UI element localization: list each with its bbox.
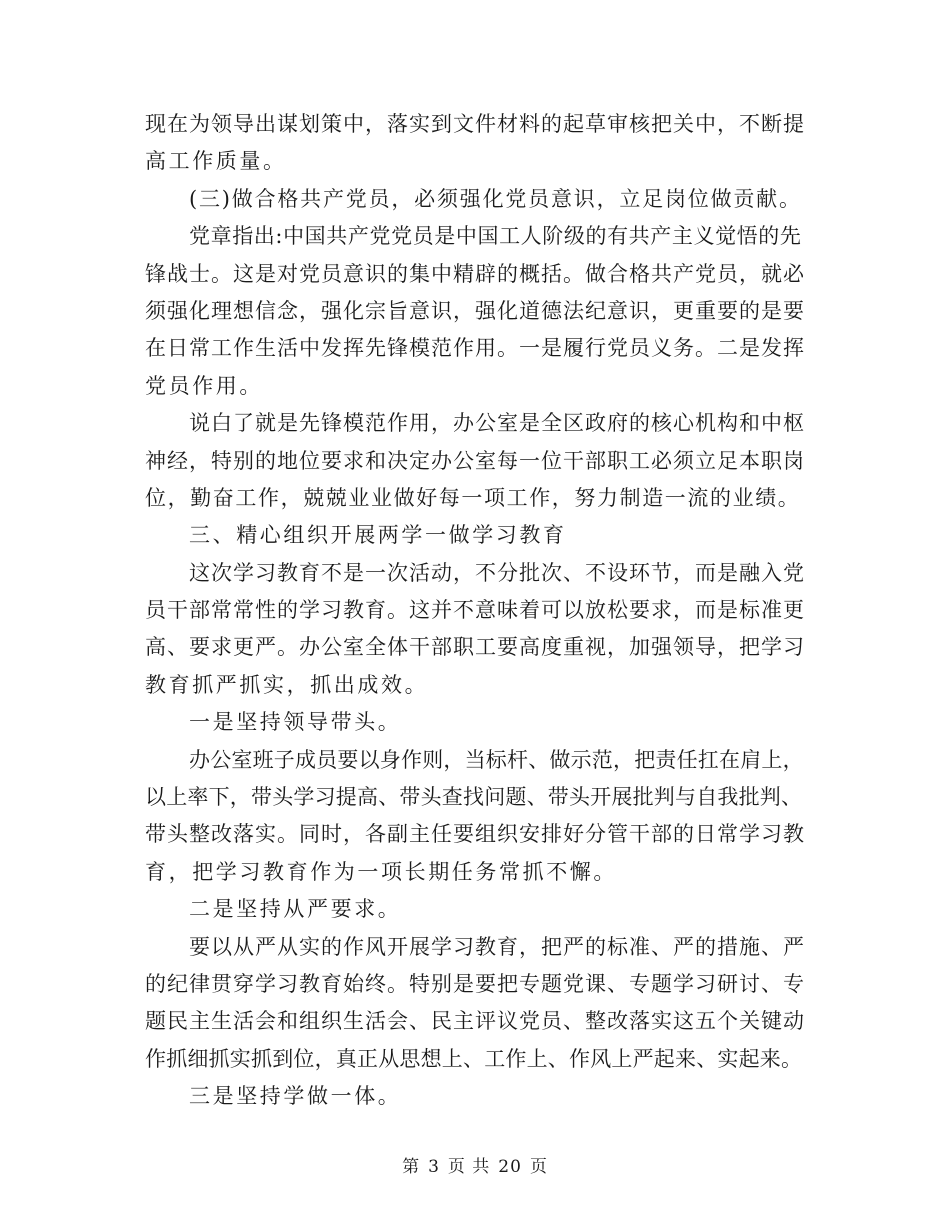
text-line: 作抓细抓实抓到位，真正从思想上、工作上、作风上严起来、实起来。 (145, 1046, 803, 1071)
text-line: 办公室班子成员要以身作则，当标杆、做示范，把责任扛在肩上， (189, 747, 804, 772)
text-line: 带头整改落实。同时，各副主任要组织安排好分管干部的日常学习教 (145, 822, 805, 847)
text-line: 神经，特别的地位要求和决定办公室每一位干部职工必须立足本职岗 (145, 448, 805, 473)
text-line: 以上率下，带头学习提高、带头查找问题、带头开展批判与自我批判、 (145, 785, 803, 810)
text-line: 题民主生活会和组织生活会、民主评议党员、整改落实这五个关键动 (145, 1009, 805, 1034)
text-line: 党员作用。 (145, 373, 263, 398)
document-body (145, 106, 805, 1116)
text-line: 的纪律贯穿学习教育始终。特别是要把专题党课、专题学习研讨、专 (145, 971, 805, 996)
text-line: 三是坚持学做一体。 (189, 1084, 402, 1109)
footer-current-page: 3 (428, 1157, 440, 1177)
text-line: 位，勤奋工作，兢兢业业做好每一项工作，努力制造一流的业绩。 (145, 485, 801, 510)
text-line: 说白了就是先锋模范作用，办公室是全区政府的核心机构和中枢 (189, 411, 805, 436)
text-line: 在日常工作生活中发挥先锋模范作用。一是履行党员义务。二是发挥 (145, 336, 805, 361)
footer-total-pages: 20 (498, 1157, 522, 1177)
text-line: 三、精心组织开展两学一做学习教育 (189, 523, 567, 548)
page-footer (0, 1152, 950, 1177)
text-line: 现在为领导出谋划策中，落实到文件材料的起草审核把关中，不断提 (145, 112, 805, 136)
text-line: 这次学习教育不是一次活动，不分批次、不设环节，而是融入党 (189, 560, 805, 585)
text-line: 二是坚持从严要求。 (189, 897, 402, 922)
text-line: 一是坚持领导带头。 (189, 710, 402, 735)
text-line: (三)做合格共产党员，必须强化党员意识，立足岗位做贡献。 (189, 186, 802, 211)
text-line: 要以从严从实的作风开展学习教育，把严的标准、严的措施、严 (189, 934, 805, 959)
footer-suffix: 页 (529, 1157, 548, 1177)
text-line: 员干部常常性的学习教育。这并不意味着可以放松要求，而是标准更 (145, 598, 805, 623)
text-line: 教育抓严抓实，抓出成效。 (145, 672, 429, 697)
text-line: 高、要求更严。办公室全体干部职工要高度重视，加强领导，把学习 (145, 635, 805, 660)
text-line: 须强化理想信念，强化宗旨意识，强化道德法纪意识，更重要的是要 (145, 298, 805, 323)
text-line: 育，把学习教育作为一项长期任务常抓不懈。 (145, 859, 617, 884)
footer-mid: 页 共 (447, 1157, 491, 1177)
text-line: 锋战士。这是对党员意识的集中精辟的概括。做合格共产党员，就必 (145, 261, 805, 286)
text-line: 高工作质量。 (145, 149, 287, 174)
text-line: 党章指出:中国共产党党员是中国工人阶级的有共产主义觉悟的先 (189, 224, 802, 249)
footer-prefix: 第 (402, 1157, 421, 1177)
